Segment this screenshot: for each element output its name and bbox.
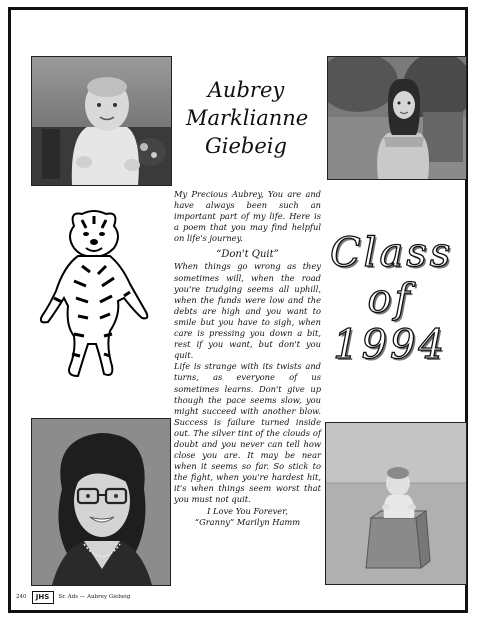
letter-intro: My Precious Aubrey, You are and have always been such an important part of my life. Here is a poem that you may find helpful on life's journey. xyxy=(174,189,321,244)
senior-portrait xyxy=(31,418,171,586)
of-word: of xyxy=(367,276,413,322)
signoff-line-1: I Love You Forever, xyxy=(207,505,288,516)
year-word: 1994 xyxy=(333,322,447,368)
name-middle: Marklianne xyxy=(186,106,309,130)
signoff-line-2: “Granny” Marilyn Hamm xyxy=(194,516,301,527)
poem-paragraph-2: Life is strange with its twists and turns, as everyone of us sometimes learns. Don't give up though the pace seems slow, you might succeed with another blow. Success is failure turned inside out. The silver tint of the clouds of doubt and you never can tell how close you are. It may be near when it seems so far. So stick to the fight, when you're hardest hit, it's when things seem worst that you must not quit. xyxy=(174,361,321,505)
footer-caption: Sr. Ads — Aubrey Giebeig xyxy=(58,594,131,600)
class-year-heading xyxy=(330,230,454,368)
school-logo: JHS xyxy=(32,591,54,604)
poem-paragraph-1: When things go wrong as they sometimes will, when the road you're trudging seems all uphill, when the funds were low and the debts are high and you want to smile but you have to sigh, when care is pressing you down a bit, rest if you want, but don't you quit. xyxy=(174,261,321,361)
name-first: Aubrey xyxy=(207,78,285,102)
tiger-mascot xyxy=(34,206,154,381)
page-number: 240 xyxy=(16,594,27,600)
poem-title: “Don't Quit” xyxy=(216,249,279,261)
class-word: Class xyxy=(330,230,454,276)
student-name xyxy=(186,76,309,160)
letter-text xyxy=(174,189,321,528)
girl-photo xyxy=(327,56,467,180)
toddler-photo xyxy=(325,422,467,585)
baby-photo xyxy=(31,56,172,186)
name-last: Giebeig xyxy=(205,134,287,158)
page-footer xyxy=(16,590,130,604)
